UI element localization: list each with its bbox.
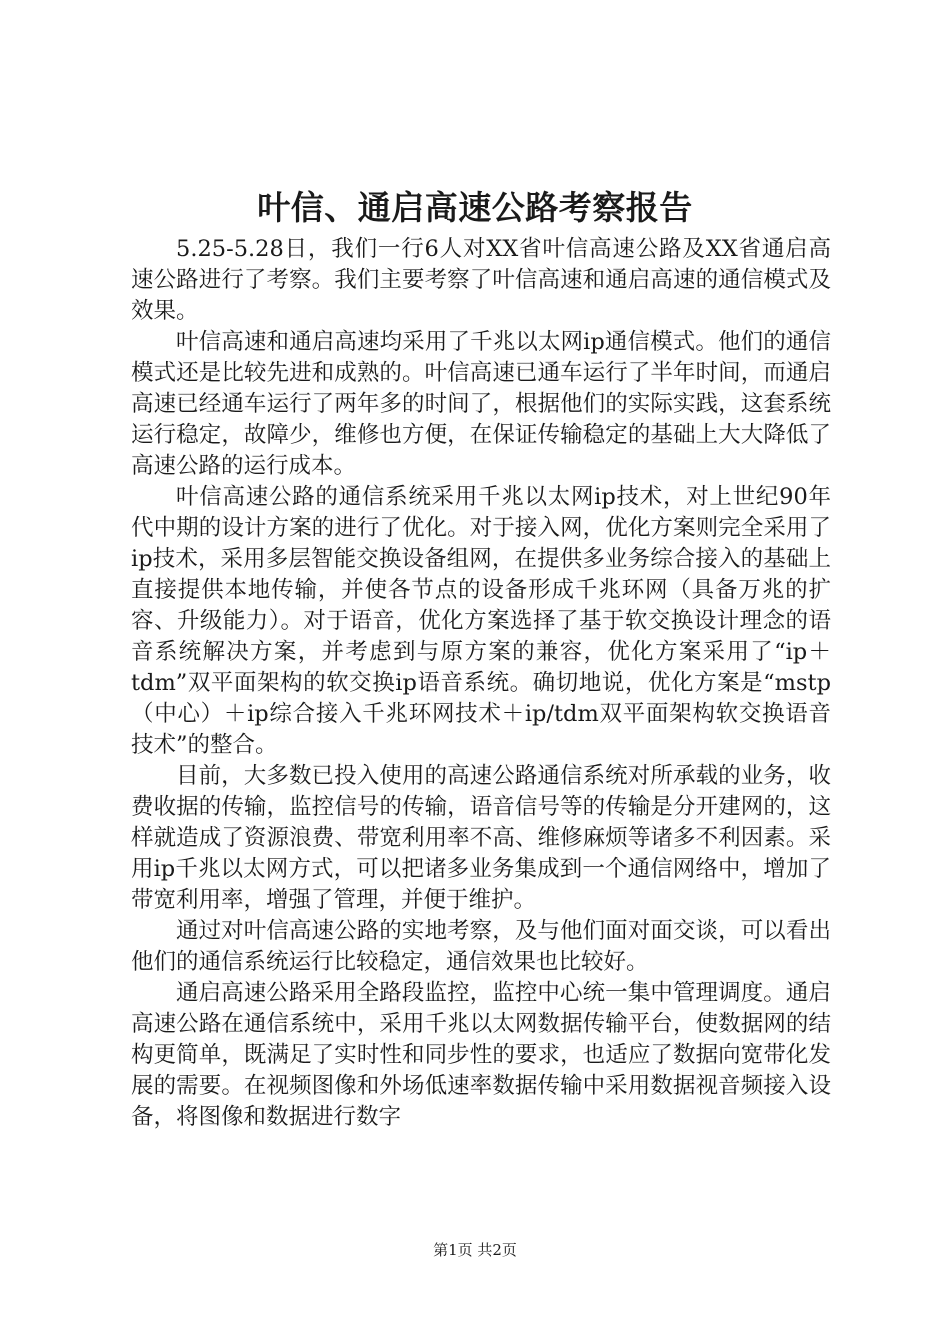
paragraph-2: 叶信高速和通启高速均采用了千兆以太网ip通信模式。他们的通信模式还是比较先进和成熟的。叶信高速已通车运行了半年时间，而通启高速已经通车运行了两年多的时间了，根据他们的实际实践，这套系统运行稳定，故障少，维修也方便，在保证传输稳定的基础上大大降低了高速公路的运行成本。 xyxy=(131,329,831,479)
document-title: 叶信、通启高速公路考察报告 xyxy=(257,188,693,227)
document-body xyxy=(131,234,831,1133)
paragraph-1: 5.25-5.28日，我们一行6人对XX省叶信高速公路及XX省通启高速公路进行了考察。我们主要考察了叶信高速和通启高速的通信模式及效果。 xyxy=(131,236,831,324)
paragraph-4: 目前，大多数已投入使用的高速公路通信系统对所承载的业务，收费收据的传输，监控信号的传输，语音信号等的传输是分开建网的，这样就造成了资源浪费、带宽利用率不高、维修麻烦等诸多不利因素。采用ip千兆以太网方式，可以把诸多业务集成到一个通信网络中，增加了带宽利用率，增强了管理，并便于维护。 xyxy=(131,763,831,913)
page-number-footer: 第1页 共2页 xyxy=(433,1241,517,1259)
paragraph-3: 叶信高速公路的通信系统采用千兆以太网ip技术，对上世纪90年代中期的设计方案的进行了优化。对于接入网，优化方案则完全采用了ip技术，采用多层智能交换设备组网，在提供多业务综合接入的基础上直接提供本地传输，并使各节点的设备形成千兆环网（具备万兆的扩容、升级能力）。对于语音，优化方案选择了基于软交换设计理念的语音系统解决方案，并考虑到与原方案的兼容，优化方案采用了“ip＋tdm”双平面架构的软交换ip语音系统。确切地说，优化方案是“mstp（中心）＋ip综合接入千兆环网技术＋ip/tdm双平面架构软交换语音技术”的整合。 xyxy=(131,484,831,758)
paragraph-5: 通过对叶信高速公路的实地考察，及与他们面对面交谈，可以看出他们的通信系统运行比较稳定，通信效果也比较好。 xyxy=(131,918,831,975)
paragraph-6: 通启高速公路采用全路段监控，监控中心统一集中管理调度。通启高速公路在通信系统中，采用千兆以太网数据传输平台，使数据网的结构更简单，既满足了实时性和同步性的要求，也适应了数据向宽带化发展的需要。在视频图像和外场低速率数据传输中采用数据视音频接入设备，将图像和数据进行数字 xyxy=(131,980,831,1130)
